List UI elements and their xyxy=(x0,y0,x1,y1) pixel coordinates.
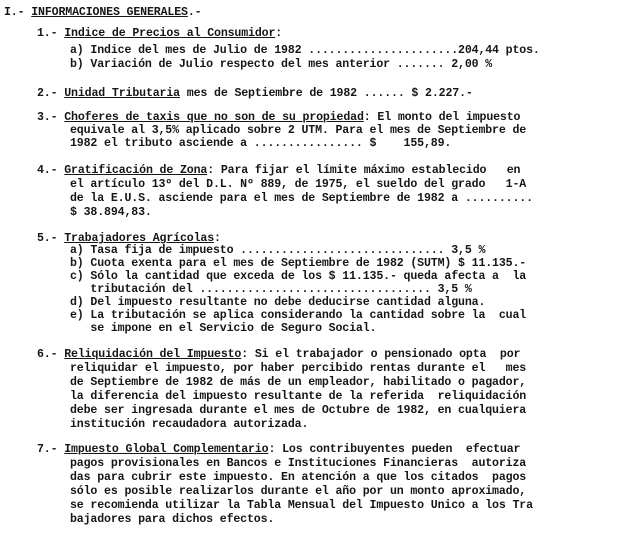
item-title: Choferes de taxis que no son de su propiedad xyxy=(64,111,364,124)
item-3-line: equivale al 3,5% aplicado sobre 2 UTM. Para el mes de Septiembre de xyxy=(70,124,527,137)
item-6-line: reliquidar el impuesto, por haber percibido rentas durante el mes xyxy=(70,362,527,375)
item-5-line: tributación del .................................. 3,5 % xyxy=(70,283,472,296)
item-3-line: 1982 el tributo asciende a ................ $ 155,89. xyxy=(70,137,452,150)
item-rest: : El monto del impuesto xyxy=(363,111,521,124)
item-title-suffix: : xyxy=(214,232,221,245)
item-5-line: d) Del impuesto resultante no debe deducirse cantidad alguna. xyxy=(70,296,486,309)
item-rest: mes de Septiembre de 1982 ...... $ 2.227.- xyxy=(179,87,473,100)
item-number: 6.- xyxy=(37,348,58,361)
item-number: 1.- xyxy=(37,27,58,40)
item-title: Indice de Precios al Consumidor xyxy=(64,27,276,40)
item-title: Reliquidación del Impuesto xyxy=(64,348,242,361)
item-1-heading xyxy=(37,27,282,40)
item-5-line: b) Cuota exenta para el mes de Septiembre de 1982 (SUTM) $ 11.135.- xyxy=(70,257,527,270)
item-7-line: das para cubrir este impuesto. En atención a que los citados pagos xyxy=(70,471,527,484)
item-number: 3.- xyxy=(37,111,58,124)
section-heading xyxy=(4,6,201,19)
item-6-line: debe ser ingresada durante el mes de Octubre de 1982, en cualquiera xyxy=(70,404,527,417)
item-5-line: se impone en el Servicio de Seguro Social. xyxy=(70,322,377,335)
item-rest: : Si el trabajador o pensionado opta por xyxy=(241,348,521,361)
item-number: 4.- xyxy=(37,164,58,177)
item-number: 7.- xyxy=(37,443,58,456)
section-title: INFORMACIONES GENERALES xyxy=(31,6,188,19)
item-6-line: la diferencia del impuesto resultante de la referida reliquidación xyxy=(70,390,527,403)
item-7-line: bajadores para dichos efectos. xyxy=(70,513,275,526)
item-title: Impuesto Global Complementario xyxy=(64,443,269,456)
item-title: Unidad Tributaria xyxy=(64,87,180,100)
item-5-line: e) La tributación se aplica considerando la cantidad sobre la cual xyxy=(70,309,527,322)
section-title-suffix: .- xyxy=(187,6,202,19)
item-5-line: c) Sólo la cantidad que exceda de los $ 11.135.- queda afecta a la xyxy=(70,270,527,283)
item-7-line: pagos provisionales en Bancos e Instituciones Financieras autoriza xyxy=(70,457,527,470)
item-6-line: de Septiembre de 1982 de más de un empleador, habilitado o pagador, xyxy=(70,376,527,389)
item-1-line-b: b) Variación de Julio respecto del mes anterior ....... 2,00 % xyxy=(70,58,493,71)
item-7-heading xyxy=(37,443,520,456)
item-4-line: el artículo 13º del D.L. Nº 889, de 1975, el sueldo del grado 1-A xyxy=(70,178,527,191)
item-rest: : Los contribuyentes pueden efectuar xyxy=(268,443,521,456)
item-rest: : Para fijar el límite máximo establecido en xyxy=(207,164,521,177)
item-2-text xyxy=(37,87,473,100)
section-number: I.- xyxy=(4,6,25,19)
item-title: Trabajadores Agrícolas xyxy=(64,232,215,245)
item-title-suffix: : xyxy=(275,27,283,40)
item-7-line: se recomienda utilizar la Tabla Mensual del Impuesto Unico a los Tra xyxy=(70,499,533,512)
item-5-line: a) Tasa fija de impuesto .............................. 3,5 % xyxy=(70,244,486,257)
item-4-line: de la E.U.S. asciende para el mes de Septiembre de 1982 a .......... xyxy=(70,192,533,205)
item-4-line: $ 38.894,83. xyxy=(70,206,152,219)
item-3-heading xyxy=(37,111,520,124)
item-7-line: sólo es posible realizarlos durante el año por un monto aproximado, xyxy=(70,485,527,498)
item-4-heading xyxy=(37,164,520,177)
item-number: 2.- xyxy=(37,87,58,100)
item-number: 5.- xyxy=(37,232,58,245)
item-title: Gratificación de Zona xyxy=(64,164,208,177)
item-1-line-a: a) Indice del mes de Julio de 1982 ......................204,44 ptos. xyxy=(70,44,540,57)
item-6-line: institución recaudadora autorizada. xyxy=(70,418,309,431)
item-6-heading xyxy=(37,348,520,361)
